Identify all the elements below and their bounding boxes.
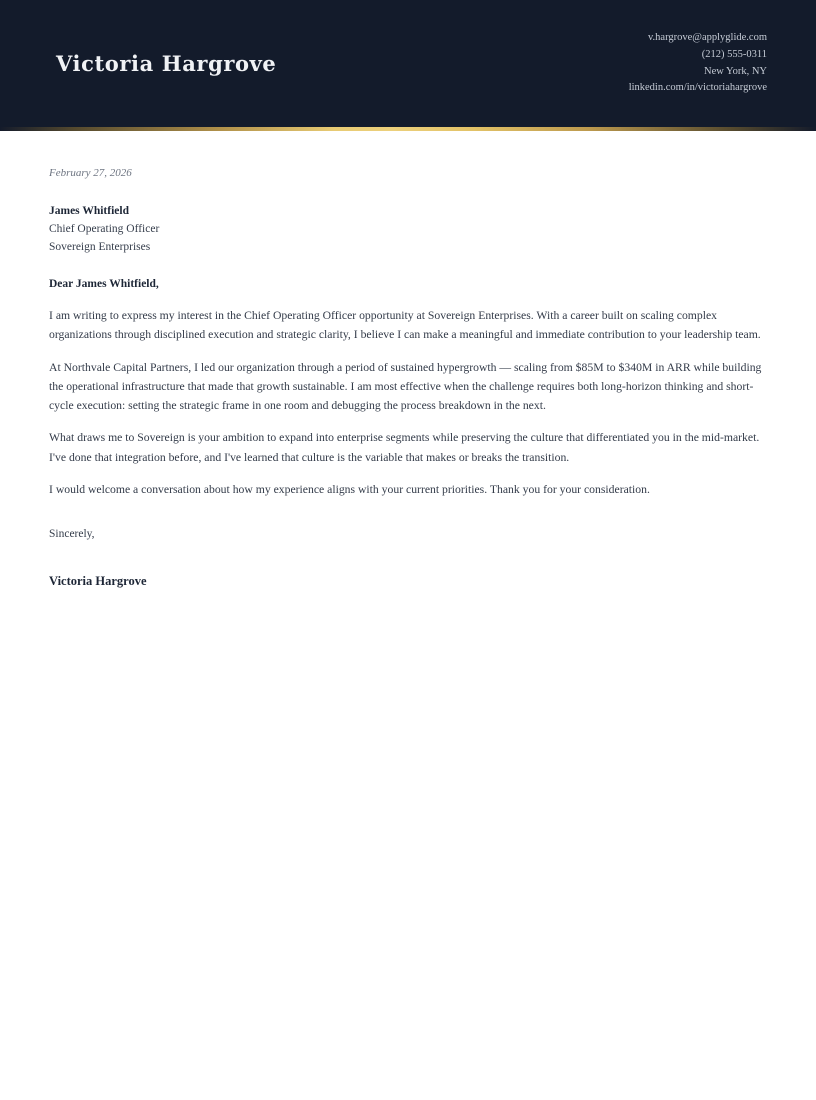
header-name: Victoria Hargrove [56, 51, 277, 76]
contact-linkedin: linkedin.com/in/victoriahargrove [628, 82, 767, 94]
recipient-title: Chief Operating Officer [49, 223, 160, 235]
letter-header [0, 0, 816, 127]
body-paragraph: What draws me to Sovereign is your ambition to expand into enterprise segments while preserving the culture that differentiated you in the mid-market. I've done that integration before, and I've learned that culture is the variable that makes or breaks the transition. [49, 431, 760, 464]
contact-email: v.hargrove@applyglide.com [647, 31, 767, 43]
salutation: Dear James Whitfield, [49, 278, 159, 290]
closing: Sincerely, [49, 528, 95, 541]
letter-date: February 27, 2026 [49, 167, 132, 179]
letter-body [0, 166, 816, 589]
recipient-name: James Whitfield [49, 205, 129, 217]
recipient-block [49, 202, 767, 256]
body-paragraph: At Northvale Capital Partners, I led our organization through a period of sustained hypergrowth — scaling from $85M to $340M in ARR while building the operational infrastructure that made that growth sustainable. I am most effective when the challenge requires both long-horizon thinking and short-cycle execution: setting the strategic frame in one room and debugging the process breakdown in the next. [49, 360, 762, 413]
body-paragraph: I am writing to express my interest in the Chief Operating Officer opportunity at Sovereign Enterprises. With a career built on scaling complex organizations through disciplined execution and strategic clarity, I believe I can make a meaningful and immediate contribution to your leadership team. [49, 309, 761, 342]
body-paragraph: I would welcome a conversation about how my experience aligns with your current priorities. Thank you for your consideration. [49, 483, 650, 497]
gold-divider [0, 127, 816, 131]
contact-location: New York, NY [703, 65, 767, 77]
signature-name: Victoria Hargrove [49, 574, 147, 589]
recipient-company: Sovereign Enterprises [49, 241, 151, 253]
contact-block [629, 30, 767, 97]
contact-phone: (212) 555-0311 [701, 48, 767, 60]
